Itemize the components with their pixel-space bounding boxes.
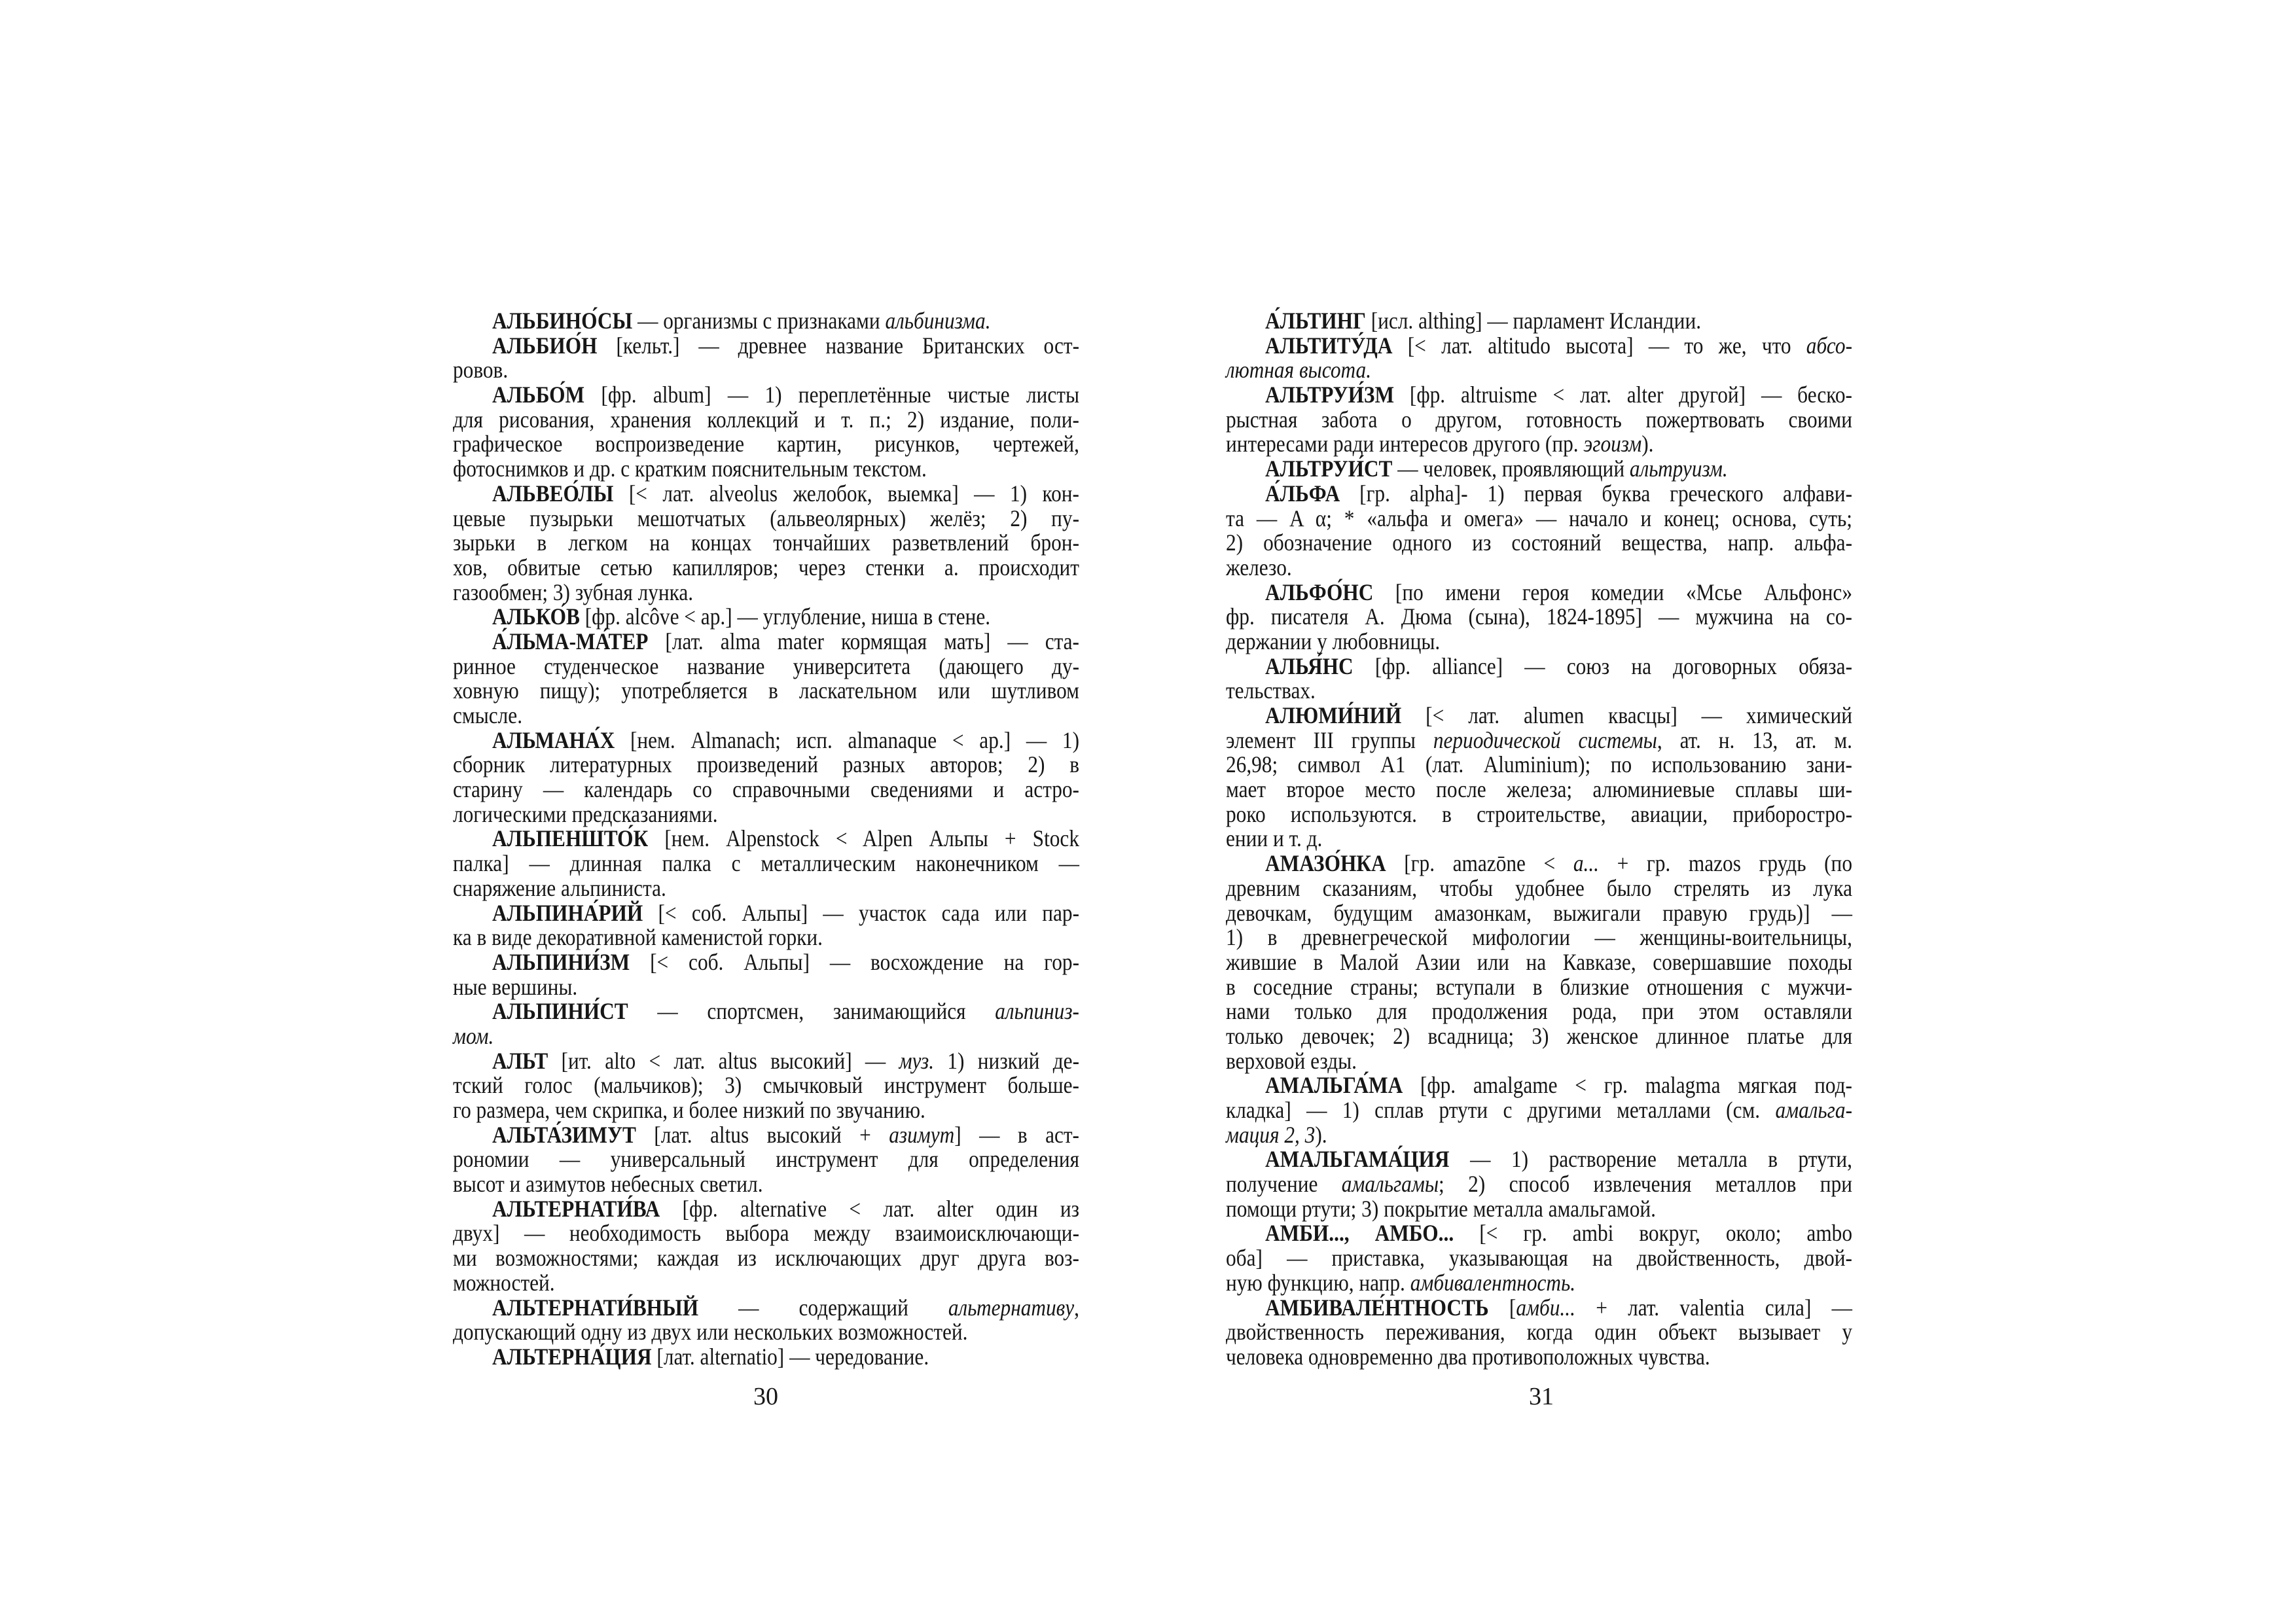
entry-line: [1226, 1296, 1852, 1321]
entry-line: [453, 802, 1079, 827]
definition-text: тский голос (мальчиков); 3) смычковый инструмент больше-: [453, 1072, 1079, 1099]
definition-text: железо.: [1226, 554, 1292, 580]
definition-text: для рисования, хранения коллекций и т. п.; 2) издание, поли-: [453, 406, 1079, 433]
definition-text: + лат. valentia сила] —: [1575, 1294, 1852, 1321]
definition-text: [фр. altruisme < лат. alter другой] — беско-: [1394, 382, 1852, 408]
entry-headword: АЛЬЯ́НС: [1265, 652, 1354, 679]
entry-line: [1226, 999, 1852, 1024]
entry-headword: АЛЬБИНО́СЫ: [492, 308, 633, 334]
definition-text: старину — календарь со справочными сведениями и астро-: [453, 776, 1079, 803]
entry-line: [453, 728, 1079, 753]
definition-text: ; 2) способ извлечения металлов при: [1439, 1171, 1852, 1198]
definition-text: ).: [1641, 431, 1654, 457]
definition-text: ка в виде декоративной каменистой горки.: [453, 924, 823, 951]
definition-text: [ит. alto < лат. altus высокий] —: [548, 1047, 899, 1074]
entry-line: [453, 507, 1079, 531]
entry-line: [453, 630, 1079, 654]
italic-reference: амальга-: [1775, 1097, 1852, 1123]
definition-text: в соседние страны; вступали в близкие отношения с мужчи-: [1226, 973, 1852, 1000]
entry-line: [1226, 753, 1852, 777]
entry-line: [1226, 975, 1852, 1000]
italic-reference: лютная высота.: [1226, 357, 1372, 383]
entry-line: [453, 876, 1079, 901]
entry-line: [1226, 777, 1852, 802]
entry-line: [1226, 457, 1852, 482]
dictionary-entry: [453, 309, 1079, 334]
dictionary-entry: [1226, 309, 1852, 334]
entry-headword: АМБИ..., АМБО...: [1265, 1220, 1454, 1247]
definition-text: оба] — приставка, указывающая на двойственность, двой-: [1226, 1245, 1852, 1272]
dictionary-entry: [453, 1197, 1079, 1296]
dictionary-entry: [453, 482, 1079, 605]
entry-line: [453, 1073, 1079, 1098]
entry-line: [453, 1098, 1079, 1123]
definition-text: допускающий одну из двух или нескольких возможностей.: [453, 1319, 968, 1346]
entry-headword: АМАЗО́НКА: [1265, 850, 1386, 877]
definition-text: [кельт.] — древнее название Британских ост-: [597, 332, 1079, 359]
entry-line: [1226, 531, 1852, 556]
definition-text: [лат. alma mater кормящая мать] — ста-: [648, 628, 1079, 654]
entry-line: [1226, 408, 1852, 433]
italic-reference: муз.: [899, 1047, 935, 1074]
dictionary-entry: [1226, 1147, 1852, 1221]
definition-text: [нем. Almanach; исп. almanaque < ар.] — 1): [615, 726, 1079, 753]
definition-text: го размера, чем скрипка, и более низкий по звучанию.: [453, 1097, 925, 1123]
definition-text: [лат. alternatio] — чередование.: [651, 1343, 929, 1370]
entry-line: [1226, 556, 1852, 580]
definition-text: — человек, проявляющий: [1392, 455, 1630, 482]
definition-text: рыстная забота о другом, готовность пожертвовать своими: [1226, 406, 1852, 433]
dictionary-entry: [1226, 457, 1852, 482]
italic-reference: амби...: [1516, 1294, 1575, 1321]
definition-text: 1) в древнегреческой мифологии — женщины-воительницы,: [1226, 924, 1852, 951]
entry-line: [1226, 901, 1852, 926]
entry-headword: А́ЛЬФА: [1265, 480, 1340, 507]
entry-headword: АЛЬТРУИ́ЗМ: [1265, 382, 1395, 408]
definition-text: ную функцию, напр.: [1226, 1269, 1410, 1296]
definition-text: цевые пузырьки мешотчатых (альвеолярных) желёз; 2) пу-: [453, 505, 1079, 531]
definition-text: + гр. mazos грудь (по: [1598, 850, 1852, 877]
dictionary-entry: [1226, 654, 1852, 704]
entry-line: [1226, 679, 1852, 704]
entry-headword: АЛЬТРУИ́СТ: [1265, 455, 1393, 482]
definition-text: мает второе место после железа; алюминиевые сплавы ши-: [1226, 776, 1852, 803]
definition-text: смысле.: [453, 702, 523, 728]
entry-line: [453, 1147, 1079, 1172]
definition-text: — 1) растворение металла в ртути,: [1449, 1146, 1852, 1173]
definition-text: [лат. altus высокий +: [636, 1121, 889, 1148]
entry-line: [453, 605, 1079, 630]
entry-headword: АЛЬБО́М: [492, 382, 585, 408]
definition-text: фотоснимков и др. с кратким пояснительным текстом.: [453, 455, 927, 482]
entry-line: [1226, 1172, 1852, 1197]
definition-text: — спортсмен, занимающийся: [628, 998, 996, 1025]
definition-text: [фр. alcôve < ар.] — углубление, ниша в стене.: [579, 603, 991, 630]
dictionary-entry: [1226, 482, 1852, 580]
entry-line: [1226, 876, 1852, 901]
dictionary-entry: [1226, 851, 1852, 1073]
italic-reference: альпиниз-: [995, 998, 1079, 1025]
definition-text: газообмен; 3) зубная лунка.: [453, 579, 694, 605]
definition-text: хов, обвитые сетью капилляров; через стенки а. происходит: [453, 554, 1079, 580]
entry-line: [1226, 1123, 1852, 1148]
entry-line: [1226, 950, 1852, 975]
entry-line: [1226, 334, 1852, 359]
entry-line: [453, 679, 1079, 704]
definition-text: [фр. alternative < лат. alter один из: [660, 1195, 1079, 1222]
entry-line: [1226, 925, 1852, 950]
page-number-right: 31: [1529, 1383, 1554, 1410]
entry-line: [453, 1049, 1079, 1074]
entry-line: [1226, 358, 1852, 383]
dictionary-entry: [1226, 334, 1852, 383]
dictionary-entry: [453, 1123, 1079, 1197]
entry-line: [453, 654, 1079, 679]
definition-text: палка] — длинная палка с металлическим наконечником —: [453, 850, 1079, 877]
definition-text: рономии — универсальный инструмент для определения: [453, 1146, 1079, 1173]
definition-text: жившие в Малой Азии или на Кавказе, совершавшие походы: [1226, 948, 1852, 975]
entry-headword: АЛЬПИНА́РИЙ: [492, 899, 643, 926]
entry-headword: АЛЮМИ́НИЙ: [1265, 702, 1402, 728]
entry-headword: АЛЬПИНИ́ЗМ: [492, 948, 630, 975]
definition-text: верховой езды.: [1226, 1047, 1357, 1074]
italic-reference: мом.: [453, 1022, 494, 1049]
entry-line: [453, 1123, 1079, 1148]
entry-line: [453, 704, 1079, 728]
italic-reference: амальгамы: [1341, 1171, 1439, 1198]
entry-line: [1226, 704, 1852, 728]
entry-line: [1226, 802, 1852, 827]
entry-line: [453, 1172, 1079, 1197]
entry-headword: АЛЬТА́ЗИМУТ: [492, 1121, 636, 1148]
entry-line: [1226, 432, 1852, 457]
dictionary-entry: [1226, 1073, 1852, 1147]
definition-text: зырьки в легком на концах тончайших разветвлений брон-: [453, 529, 1079, 556]
definition-text: тельствах.: [1226, 677, 1316, 704]
entry-line: [1226, 1246, 1852, 1271]
definition-text: ] — в аст-: [954, 1121, 1079, 1148]
definition-text: ении и т. д.: [1226, 825, 1323, 852]
entry-line: [1226, 1147, 1852, 1172]
dictionary-entry: [453, 901, 1079, 950]
definition-text: — содержащий: [698, 1294, 948, 1321]
dictionary-entry: [453, 1049, 1079, 1123]
definition-text: роко используются. в строительстве, авиации, приборостро-: [1226, 800, 1852, 827]
italic-reference: эгоизм: [1583, 431, 1642, 457]
entry-headword: А́ЛЬТИНГ: [1265, 308, 1366, 334]
entry-line: [1226, 851, 1852, 876]
entry-line: [453, 975, 1079, 1000]
entry-line: [1226, 654, 1852, 679]
definition-text: высот и азимутов небесных светил.: [453, 1171, 763, 1198]
definition-text: только девочек; 2) всадница; 3) женское длинное платье для: [1226, 1022, 1852, 1049]
entry-headword: АЛЬКО́В: [492, 603, 580, 630]
entry-line: [453, 1221, 1079, 1246]
italic-reference: альтернативу: [948, 1294, 1075, 1321]
entry-line: [453, 457, 1079, 482]
entry-line: [453, 777, 1079, 802]
definition-text: 1) низкий де-: [934, 1047, 1079, 1074]
definition-text: двух] — необходимость выбора между взаимоисключающи-: [453, 1220, 1079, 1247]
entry-line: [453, 950, 1079, 975]
definition-text: [гр. alpha]- 1) первая буква греческого алфави-: [1340, 480, 1852, 507]
entry-line: [1226, 309, 1852, 334]
entry-line: [1226, 1345, 1852, 1370]
definition-text: [< лат. alumen квасцы] — химический: [1401, 702, 1852, 728]
definition-text: ные вершины.: [453, 973, 578, 1000]
dictionary-entry: [1226, 383, 1852, 457]
italic-reference: абсо-: [1806, 332, 1852, 359]
dictionary-entry: [453, 1345, 1079, 1370]
entry-line: [1226, 482, 1852, 507]
entry-line: [1226, 1197, 1852, 1222]
entry-line: [1226, 1320, 1852, 1345]
definition-text: сборник литературных произведений разных авторов; 2) в: [453, 751, 1079, 778]
definition-text: [гр. amazōne <: [1386, 850, 1573, 877]
definition-text: [< лат. alveolus желобок, выемка] — 1) кон-: [613, 480, 1079, 507]
definition-text: ).: [1315, 1121, 1327, 1148]
entry-line: [1226, 827, 1852, 851]
italic-reference: альтруизм.: [1629, 455, 1728, 482]
dictionary-entry: [453, 950, 1079, 999]
definition-text: фр. писателя А. Дюма (сына), 1824-1895] — мужчина на со-: [1226, 603, 1852, 630]
definition-text: снаряжение альпиниста.: [453, 874, 666, 901]
entry-line: [453, 556, 1079, 580]
dictionary-entry: [453, 630, 1079, 728]
entry-line: [453, 753, 1079, 777]
italic-reference: амбивалентность.: [1410, 1269, 1576, 1296]
definition-text: нами только для продолжения рода, при этом оставляли: [1226, 998, 1852, 1025]
entry-line: [453, 925, 1079, 950]
entry-line: [453, 1197, 1079, 1222]
entry-line: [453, 432, 1079, 457]
definition-text: двойственность переживания, когда один объект вызывает у: [1226, 1319, 1852, 1346]
page-31-column: [1226, 309, 1852, 1370]
definition-text: [< соб. Альпы] — восхождение на гор-: [630, 948, 1079, 975]
entry-headword: АЛЬПЕНШТО́К: [492, 825, 649, 852]
entry-line: [453, 383, 1079, 408]
entry-headword: АЛЬТИТУ́ДА: [1265, 332, 1393, 359]
entry-line: [1226, 728, 1852, 753]
page-number-left: 30: [753, 1383, 778, 1410]
definition-text: [нем. Alpenstock < Alpen Альпы + Stock: [648, 825, 1079, 852]
entry-line: [453, 408, 1079, 433]
entry-line: [453, 1345, 1079, 1370]
entry-line: [453, 827, 1079, 851]
dictionary-entry: [453, 334, 1079, 383]
definition-text: получение: [1226, 1171, 1342, 1198]
definition-text: — организмы с признаками: [632, 308, 886, 334]
entry-line: [1226, 1098, 1852, 1123]
definition-text: человека одновременно два противоположных чувства.: [1226, 1343, 1710, 1370]
entry-headword: АЛЬТЕРНАТИ́ВА: [492, 1195, 660, 1222]
definition-text: [фр. album] — 1) переплетённые чистые листы: [584, 382, 1079, 408]
definition-text: [фр. alliance] — союз на договорных обяза-: [1353, 652, 1852, 679]
definition-text: та — Α α; * «альфа и омега» — начало и конец; основа, суть;: [1226, 505, 1852, 531]
italic-reference: а...: [1573, 850, 1599, 877]
entry-line: [453, 1296, 1079, 1321]
entry-line: [1226, 1049, 1852, 1074]
entry-line: [453, 334, 1079, 359]
definition-text: ровов.: [453, 357, 509, 383]
entry-headword: АМАЛЬГАМА́ЦИЯ: [1265, 1146, 1450, 1173]
entry-headword: АЛЬТЕРНА́ЦИЯ: [492, 1343, 652, 1370]
entry-line: [453, 1246, 1079, 1271]
entry-line: [453, 1320, 1079, 1345]
definition-text: [исл. althing] — парламент Исландии.: [1365, 308, 1702, 334]
entry-line: [453, 482, 1079, 507]
definition-text: графическое воспроизведение картин, рисунков, чертежей,: [453, 431, 1079, 457]
entry-line: [453, 580, 1079, 605]
definition-text: 2) обозначение одного из состояний вещества, напр. альфа-: [1226, 529, 1852, 556]
entry-line: [1226, 605, 1852, 630]
dictionary-entry: [453, 827, 1079, 901]
definition-text: ховную пищу); употребляется в ласкательном или шутливом: [453, 677, 1079, 704]
dictionary-entry: [453, 383, 1079, 482]
definition-text: логическими предсказаниями.: [453, 800, 718, 827]
entry-headword: А́ЛЬМА-МА́ТЕР: [492, 628, 649, 654]
definition-text: девочкам, будущим амазонкам, выжигали правую грудь)] —: [1226, 899, 1852, 926]
dictionary-entry: [453, 728, 1079, 827]
definition-text: кладка] — 1) сплав ртути с другими металлами (см.: [1226, 1097, 1776, 1123]
definition-text: можностей.: [453, 1269, 555, 1296]
italic-reference: альбинизма.: [885, 308, 991, 334]
entry-headword: АЛЬМАНА́Х: [492, 726, 615, 753]
page-30-column: [453, 309, 1079, 1370]
definition-text: [по имени героя комедии «Мсье Альфонс»: [1373, 579, 1852, 605]
italic-reference: периодической системы: [1433, 726, 1657, 753]
entry-line: [453, 358, 1079, 383]
dictionary-entry: [1226, 580, 1852, 654]
definition-text: [< лат. altitudo высота] — то же, что: [1392, 332, 1806, 359]
entry-line: [1226, 1271, 1852, 1296]
definition-text: помощи ртути; 3) покрытие металла амальгамой.: [1226, 1195, 1656, 1222]
dictionary-entry: [1226, 1221, 1852, 1295]
definition-text: древним сказаниям, чтобы удобнее было стрелять из лука: [1226, 874, 1852, 901]
entry-line: [1226, 383, 1852, 408]
definition-text: [: [1488, 1294, 1516, 1321]
entry-headword: АЛЬТЕРНАТИ́ВНЫЙ: [492, 1294, 699, 1321]
definition-text: ми возможностями; каждая из исключающих друг друга воз-: [453, 1245, 1079, 1272]
entry-line: [453, 901, 1079, 926]
definition-text: интересами ради интересов другого (пр.: [1226, 431, 1584, 457]
definition-text: [фр. amalgame < гр. malagma мягкая под-: [1403, 1072, 1852, 1099]
definition-text: ,: [1074, 1294, 1079, 1321]
entry-line: [1226, 1221, 1852, 1246]
entry-line: [1226, 1024, 1852, 1049]
definition-text: , ат. н. 13, ат. м.: [1657, 726, 1852, 753]
entry-line: [1226, 580, 1852, 605]
entry-line: [453, 531, 1079, 556]
entry-line: [1226, 1073, 1852, 1098]
definition-text: [< гр. ambi вокруг, около; ambo: [1454, 1220, 1853, 1247]
entry-line: [453, 999, 1079, 1024]
entry-headword: АЛЬВЕО́ЛЫ: [492, 480, 614, 507]
entry-headword: АЛЬПИНИ́СТ: [492, 998, 628, 1025]
entry-line: [1226, 507, 1852, 531]
entry-headword: АМБИВАЛЕ́НТНОСТЬ: [1265, 1294, 1489, 1321]
italic-reference: мация 2, 3: [1226, 1121, 1316, 1148]
entry-headword: АЛЬФО́НС: [1265, 579, 1374, 605]
italic-reference: азимут: [889, 1121, 955, 1148]
entry-line: [453, 851, 1079, 876]
dictionary-entry: [453, 605, 1079, 630]
entry-line: [453, 309, 1079, 334]
entry-headword: АЛЬБИО́Н: [492, 332, 598, 359]
dictionary-entry: [1226, 1296, 1852, 1370]
entry-headword: АЛЬТ: [492, 1047, 548, 1074]
dictionary-entry: [453, 999, 1079, 1048]
definition-text: держании у любовницы.: [1226, 628, 1441, 654]
definition-text: [< соб. Альпы] — участок сада или пар-: [643, 899, 1079, 926]
definition-text: ринное студенческое название университета (дающего ду-: [453, 652, 1079, 679]
definition-text: элемент III группы: [1226, 726, 1433, 753]
dictionary-entry: [1226, 704, 1852, 851]
entry-line: [1226, 630, 1852, 654]
dictionary-entry: [453, 1296, 1079, 1345]
entry-headword: АМАЛЬГА́МА: [1265, 1072, 1403, 1099]
entry-line: [453, 1271, 1079, 1296]
entry-line: [453, 1024, 1079, 1049]
definition-text: 26,98; символ A1 (лат. Aluminium); по использованию зани-: [1226, 751, 1852, 778]
